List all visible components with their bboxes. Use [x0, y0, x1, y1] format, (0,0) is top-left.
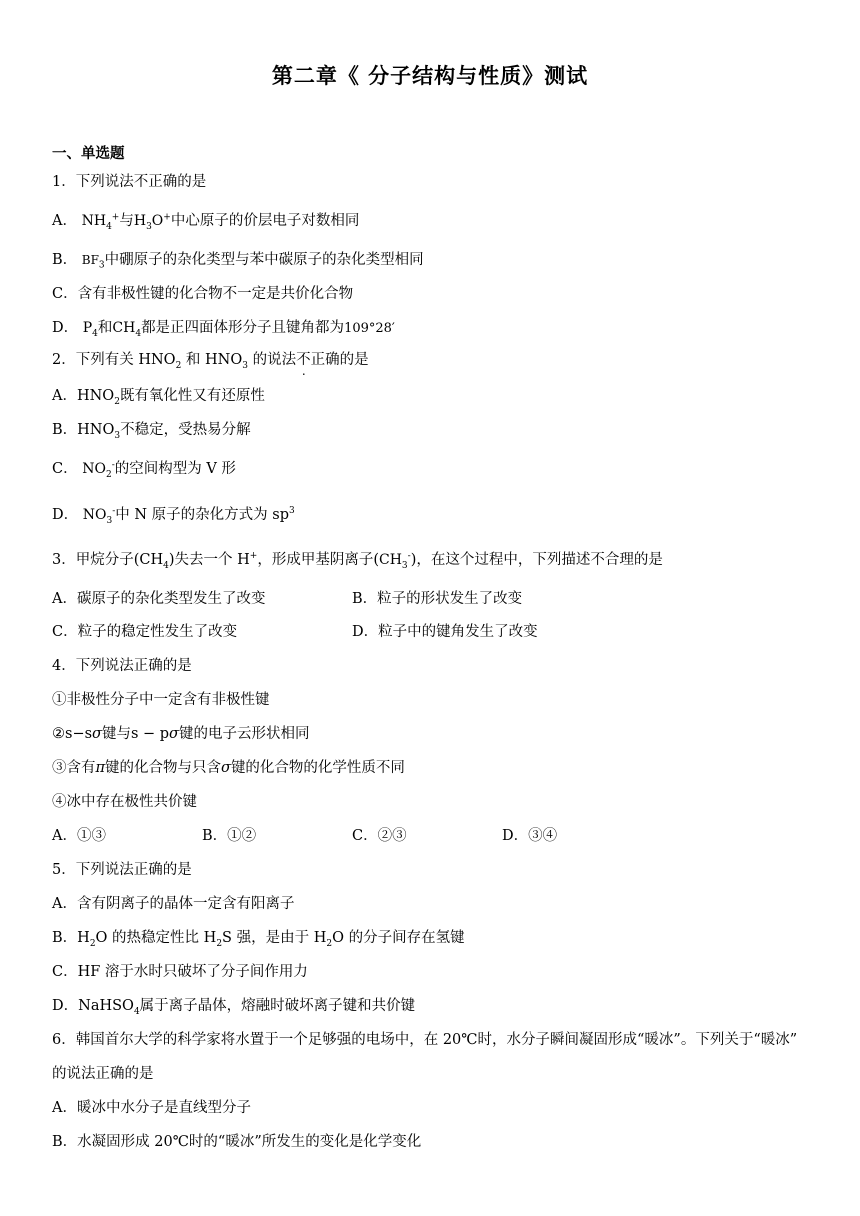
question-1-stem: 1．下列说法不正确的是 [52, 174, 207, 190]
question-3-option-d: D．粒子中的键角发生了改变 [352, 624, 538, 640]
question-2-option-b: B．$HNO_3$不稳定，受热易分解 [52, 422, 251, 441]
section-heading: 一、单选题 [52, 145, 125, 162]
question-4-item-4: ④冰中存在极性共价键 [52, 794, 197, 810]
question-5-option-b: B．$H_2O$ 的热稳定性比 $H_2S$ 强，是由于 $H_2O$ 的分子间存在氢键 [52, 930, 465, 949]
question-4-item-1: ①非极性分子中一定含有非极性键 [52, 692, 270, 708]
question-1-option-d: D． $P_4$和$CH_4$都是正四面体形分子且键角都为109°28′ [52, 320, 395, 339]
question-2-option-c: C． $NO_2^-$的空间构型为 V 形 [52, 460, 236, 480]
question-6-stem-line-1: 6．韩国首尔大学的科学家将水置于一个足够强的电场中，在 20℃时，水分子瞬间凝固形成“暖冰”。下列关于“暖冰” [52, 1032, 798, 1048]
question-4-stem: 4．下列说法正确的是 [52, 658, 192, 674]
question-4-item-3: ③含有π键的化合物与只含σ键的化合物的化学性质不同 [52, 760, 405, 776]
question-4-option-c: C．②③ [352, 828, 407, 844]
question-3-option-a: A．碳原子的杂化类型发生了改变 [52, 591, 266, 607]
question-3-stem: 3．甲烷分子$(CH_4)$失去一个 H+，形成甲基阴离子$(CH_3^-)$，在这个过程中，下列描述不合理的是 [52, 551, 663, 571]
question-3-option-c: C．粒子的稳定性发生了改变 [52, 624, 238, 640]
question-6-option-b: B．水凝固形成 20℃时的“暖冰”所发生的变化是化学变化 [52, 1134, 422, 1150]
question-4-item-2: ②s−sσ键与s − pσ键的电子云形状相同 [52, 726, 310, 742]
question-3-option-b: B．粒子的形状发生了改变 [352, 591, 523, 607]
question-5-stem: 5．下列说法正确的是 [52, 862, 192, 878]
question-6-stem-line-2: 的说法正确的是 [52, 1066, 154, 1082]
question-1-option-a: A． $NH_4^+$与$H_3O^+$中心原子的价层电子对数相同 [52, 212, 360, 232]
question-2-stem: 2．下列有关 $HNO_2$ 和 $HNO_3$ 的说法不正确的是 [52, 352, 369, 371]
question-4-option-d: D．③④ [502, 828, 558, 844]
question-4-option-b: B．①② [202, 828, 257, 844]
question-5-option-d: D．NaHSO$_4$属于离子晶体，熔融时破坏离子键和共价键 [52, 998, 416, 1017]
question-4-option-a: A．①③ [52, 828, 106, 844]
page-title: 第二章《 分子结构与性质》测试 [271, 63, 589, 88]
question-2-option-d: D． $NO_3^-$中 N 原子的杂化方式为 $sp^3$ [52, 506, 295, 526]
question-2-option-a: A．$HNO_2$既有氧化性又有还原性 [52, 388, 265, 407]
question-5-option-c: C．HF 溶于水时只破坏了分子间作用力 [52, 964, 308, 980]
question-5-option-a: A．含有阴离子的晶体一定含有阳离子 [52, 896, 295, 912]
question-6-option-a: A．暖冰中水分子是直线型分子 [52, 1100, 251, 1116]
question-1-option-b: B． $BF_3$中硼原子的杂化类型与苯中碳原子的杂化类型相同 [52, 252, 424, 271]
question-1-option-c: C．含有非极性键的化合物不一定是共价化合物 [52, 286, 354, 302]
